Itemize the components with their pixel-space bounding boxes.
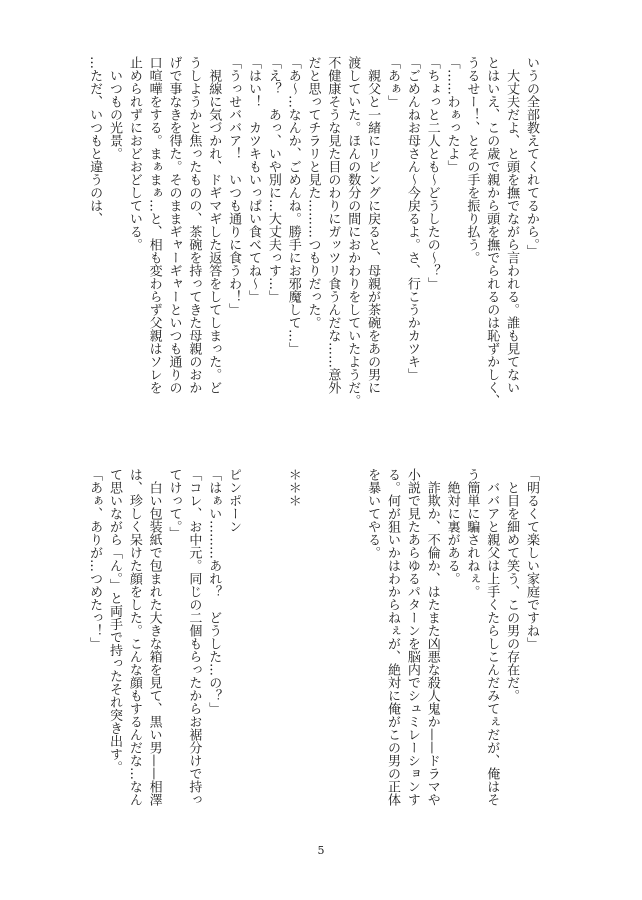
text-column: 視線に気づかれ、ドギマギした返答をしてしまった。ど	[206, 56, 222, 394]
text-column: 親父と一緒にリビングに戻ると、母親が茶碗をあの男に	[365, 56, 381, 394]
text-column: 「ごめんねお母さん〜今戻るよ。さ、行こうかカツキ」	[404, 56, 420, 381]
text-column: いつもの光景。	[106, 56, 122, 160]
text-column: とはいえ、この歳で親から頭を撫でられるのは恥ずかしく、	[484, 56, 500, 407]
text-column: 「ちょっと二人とも〜どうしたの〜？」	[424, 56, 440, 290]
blank-column	[342, 468, 362, 828]
text-column: いうの全部教えてくれてるから。」	[524, 56, 539, 258]
blank-column	[303, 468, 323, 828]
text-column: 詐欺か、不倫か、はたまた凶悪な殺人鬼か——ドラマや	[424, 468, 440, 806]
text-column: てけって。」	[166, 468, 182, 540]
text-column: 小説で見たあらゆるパターンを脳内でシュミレーションす	[404, 468, 420, 806]
text-column: 大丈夫だよ、と頭を撫でながら言われる。誰も見てない	[504, 56, 520, 394]
lower-text-block	[84, 468, 541, 828]
text-column: 「あ〜…なんか、ごめんね。勝手にお邪魔して…」	[285, 56, 301, 355]
page-number: 5	[317, 844, 325, 857]
text-column: と目を細めて笑う、この男の存在だ。	[504, 468, 520, 702]
blank-column	[263, 468, 283, 828]
text-column: 「明るくて楽しい家庭ですね」	[524, 468, 539, 650]
text-column: 「はぁい………あれ？ どうした…の？」	[206, 468, 222, 715]
upper-text-block	[84, 56, 541, 416]
text-column: ピンポーン	[226, 468, 242, 533]
text-column: うしようかと焦ったものの、茶碗を持ってきた母親のおか	[186, 56, 202, 394]
text-column: 「あぁ」	[384, 56, 400, 108]
text-column: は、珍しく呆けた顔をした。こんな顔もするんだな…なん	[126, 468, 142, 806]
section-break: ＊＊＊	[285, 468, 301, 507]
text-column: …ただ、いつもと違うのは、	[87, 56, 103, 225]
text-column: 止められずにおどおどしている。	[126, 56, 142, 251]
text-column: て思いながら「ん。」と両手で持ったそれ突き出す。	[106, 468, 122, 774]
blank-column	[323, 468, 343, 828]
text-column: ババアと親父は上手くたらしこんだみてぇだが、俺はそ	[484, 468, 500, 806]
blank-column	[243, 468, 263, 828]
text-column: 白い包装紙で包まれた大きな箱を見て、黒い男——相澤	[146, 468, 162, 806]
text-column: う簡単に騙されねぇ。	[464, 468, 480, 598]
text-column: 「あぁ、ありが…つめたっ！」	[87, 468, 103, 650]
text-column: げで事なきを得た。そのままギャーギャーといつも通りの	[166, 56, 182, 394]
text-column: 絶対に裏がある。	[444, 468, 460, 585]
text-column: を暴いてやる。	[365, 468, 381, 559]
text-column: だと思ってチラリと見た………つもりだった。	[305, 56, 321, 329]
text-column: うるせー！、とその手を振り払う。	[464, 56, 480, 264]
text-column: 「え？ あっ、いや別に…大丈夫っす…」	[265, 56, 281, 303]
text-column: 不健康そうな見た目のわりにガッツリ食うんだな……意外	[325, 56, 341, 394]
text-column: 「……わぁったよ」	[444, 56, 460, 173]
text-column: 「うっせババア！ いつも通りに食うわ！」	[226, 56, 242, 316]
text-column: る。何が狙いかはわからねぇが、絶対に俺がこの男の正体	[384, 468, 400, 806]
text-column: 口喧嘩をする。まぁまぁ…と、相も変わらず父親はソレを	[146, 56, 162, 394]
text-column: 「はい！ カツキもいっぱい食べてね〜」	[245, 56, 261, 303]
text-column: 「コレ、お中元。同じの二個もらったからお裾分けで持っ	[186, 468, 202, 806]
text-column: 渡していた。ほんの数分の間におかわりをしていたようだ。	[345, 56, 361, 407]
